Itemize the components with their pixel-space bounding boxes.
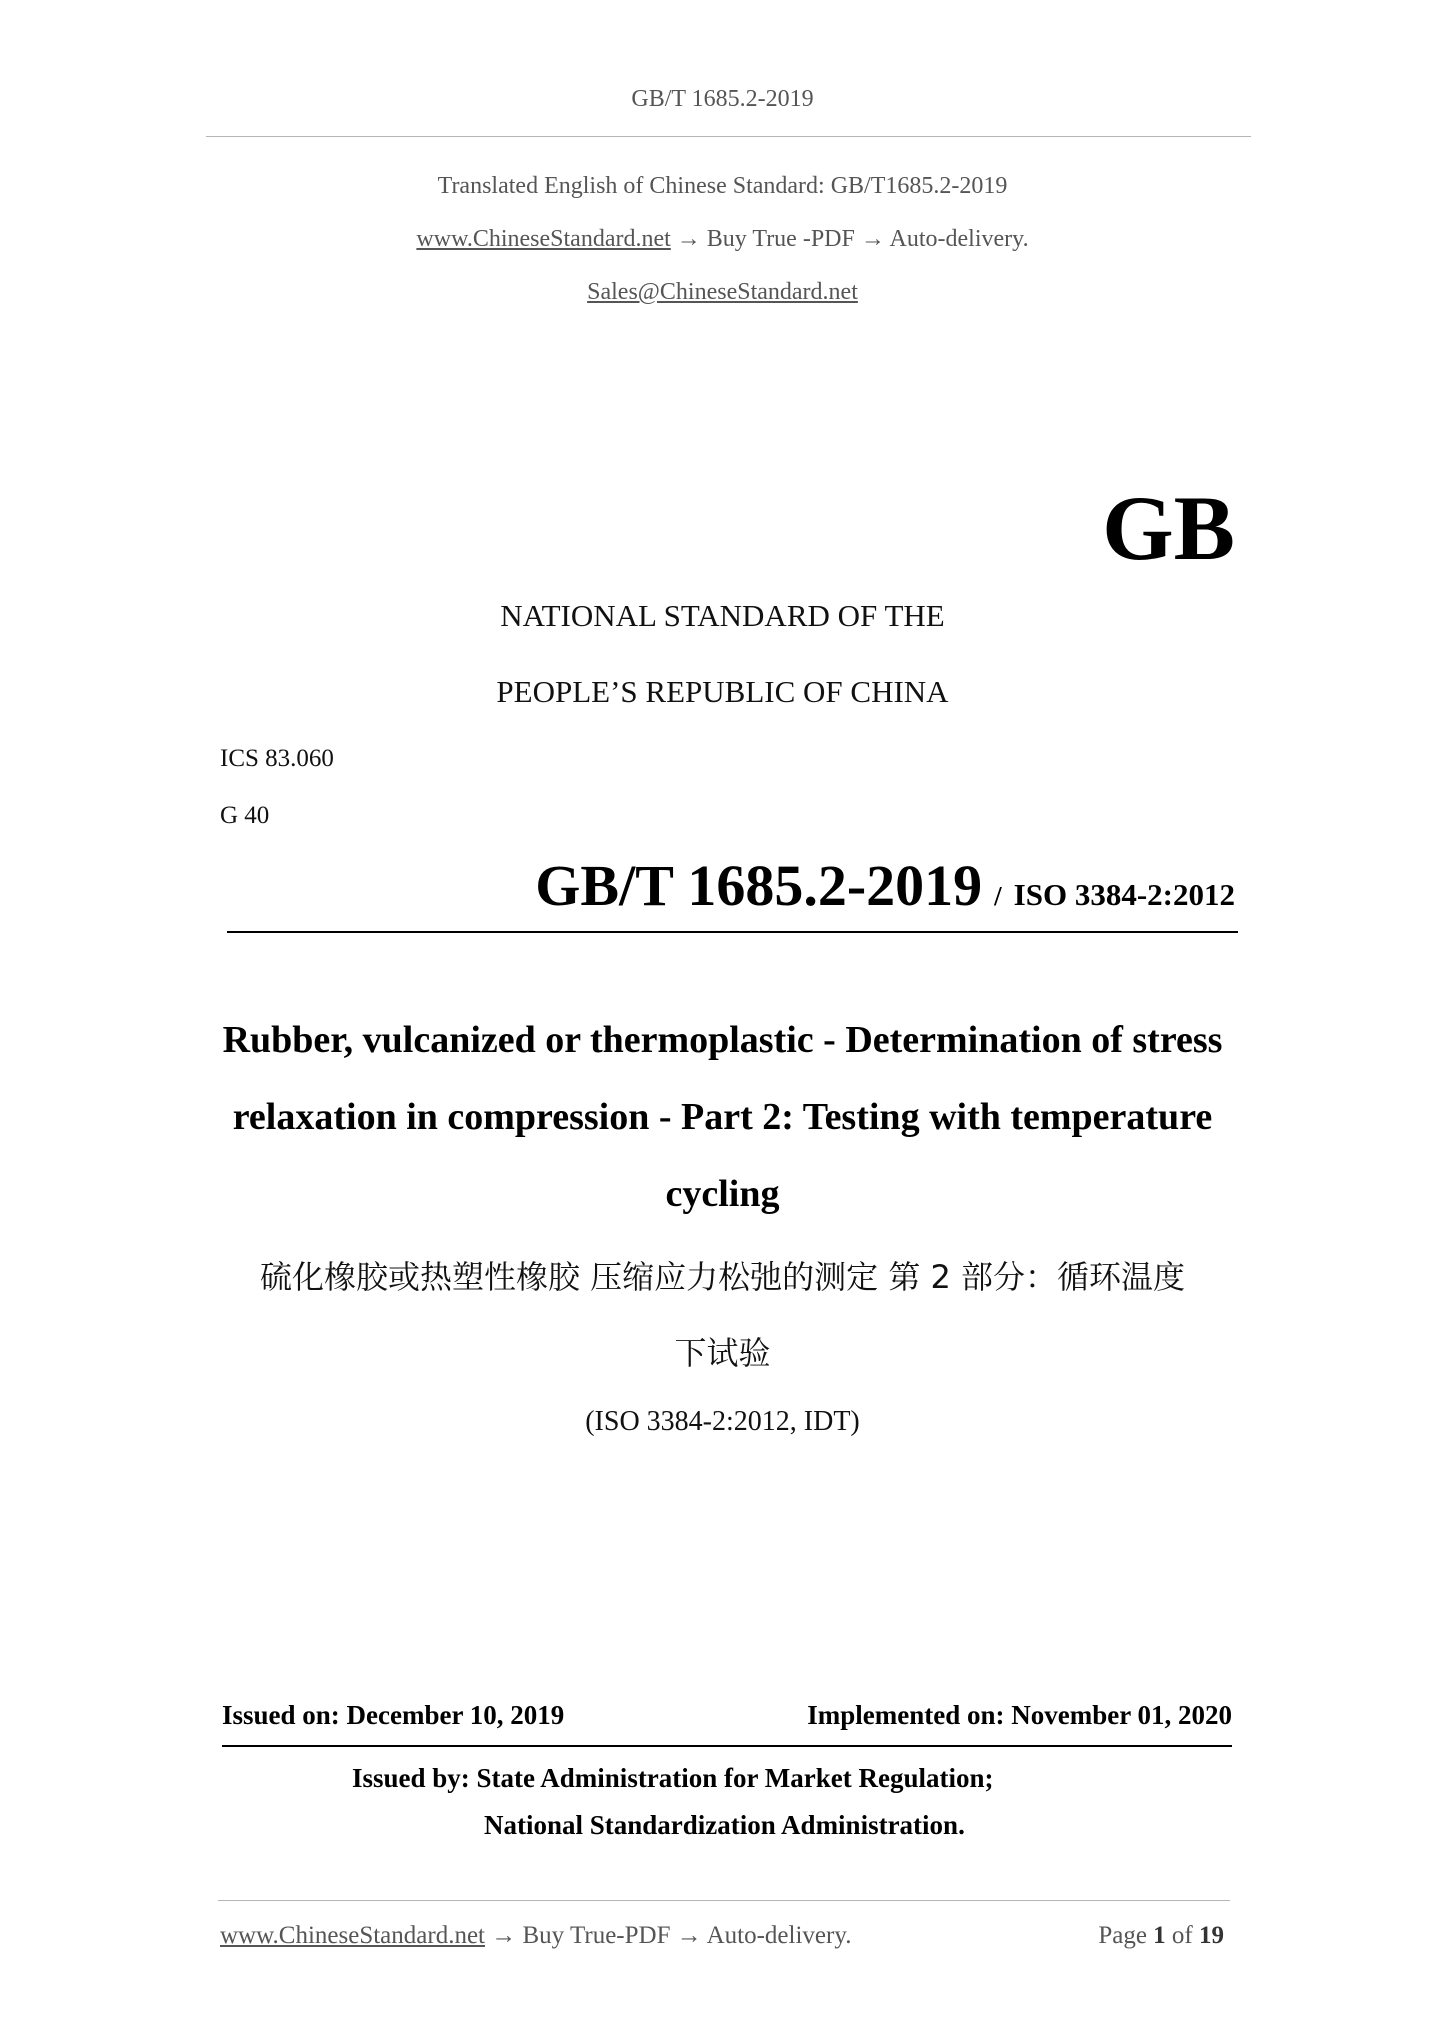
chinese-title-line-1: 硫化橡胶或热塑性橡胶 压缩应力松弛的测定 第 2 部分：循环温度 <box>259 1258 1186 1296</box>
iso-number: ISO 3384-2:2012 <box>1013 877 1235 912</box>
national-standard-line-1: NATIONAL STANDARD OF THE <box>500 598 945 633</box>
standard-number-rule <box>227 931 1238 933</box>
number-separator: / <box>994 881 1002 911</box>
purchase-text: → Buy True -PDF → Auto-delivery. <box>670 226 1029 252</box>
running-header: GB/T 1685.2-2019 <box>631 86 814 112</box>
sales-email-link[interactable]: Sales@ChineseStandard.net <box>587 279 858 305</box>
page-label: Page <box>1098 1922 1147 1949</box>
footer-purchase-line <box>220 1922 851 1950</box>
implemented-date: Implemented on: November 01, 2020 <box>807 1700 1232 1730</box>
adoption-note: (ISO 3384-2:2012, IDT) <box>585 1406 860 1437</box>
page-of: of <box>1171 1922 1193 1949</box>
chinese-title-line-2: 下试验 <box>674 1334 771 1372</box>
gb-number: GB/T 1685.2-2019 <box>535 853 983 918</box>
footer-divider <box>218 1900 1230 1901</box>
page-indicator <box>1098 1922 1224 1950</box>
english-title: Rubber, vulcanized or thermoplastic - Determination of stress relaxation in compression - Part 2: Testing with temperature cycling <box>222 1019 1223 1215</box>
email-line <box>0 279 1445 306</box>
gb-mark: GB <box>1102 477 1235 579</box>
purchase-line <box>0 226 1445 253</box>
issued-date: Issued on: December 10, 2019 <box>222 1700 565 1730</box>
issued-by-line-2: National Standardization Administration. <box>484 1810 965 1840</box>
site-link[interactable]: www.ChineseStandard.net <box>416 226 671 252</box>
standard-number <box>535 852 1235 919</box>
ics-code: ICS 83.060 <box>220 745 334 772</box>
footer-purchase-text: → Buy True-PDF → Auto-delivery. <box>485 1922 852 1949</box>
issued-by-line-1: Issued by: State Administration for Market Regulation; <box>352 1763 994 1793</box>
national-standard-line-2: PEOPLE’S REPUBLIC OF CHINA <box>496 674 949 709</box>
page-total: 19 <box>1199 1922 1224 1949</box>
header-divider <box>206 136 1251 137</box>
translation-notice: Translated English of Chinese Standard: GB/T1685.2-2019 <box>437 173 1008 199</box>
category-code: G 40 <box>220 802 270 829</box>
dates-rule <box>222 1745 1232 1747</box>
footer-site-link[interactable]: www.ChineseStandard.net <box>220 1922 485 1949</box>
page-current: 1 <box>1153 1922 1166 1949</box>
